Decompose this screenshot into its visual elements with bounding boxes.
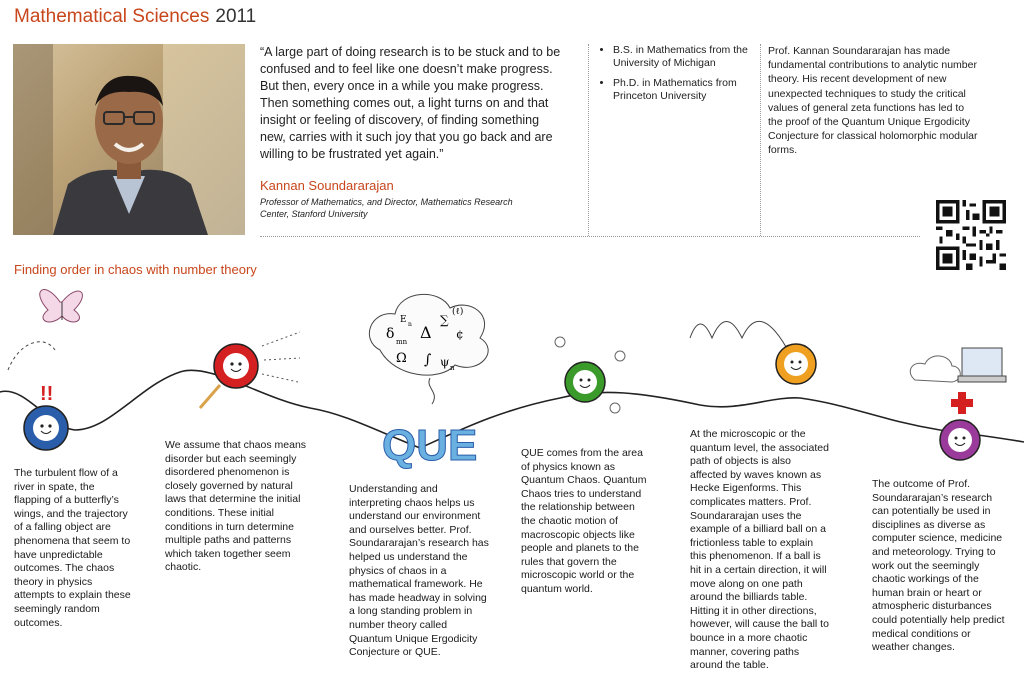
- person-name: Kannan Soundararajan: [260, 178, 394, 193]
- svg-text:Ω: Ω: [396, 351, 407, 366]
- bounce-arcs: [690, 321, 790, 354]
- person-role: Professor of Mathematics, and Director, Mathematics Research Center, Stanford University: [260, 197, 513, 219]
- degree-list: [598, 44, 773, 110]
- header-divider: [260, 236, 920, 237]
- svg-text:Δ: Δ: [420, 323, 432, 342]
- story-text-3: Understanding and interpreting chaos helps us understand our environment and ourselves better. Prof. Soundararajan’s research has helped us understand the physics of chaos in a mathematical framework. He has made headway in solving a long standing problem in number theory called Quantum Unique Ergodicity Conjecture or QUE.: [349, 483, 489, 659]
- cloud-computer-icon: [910, 348, 1006, 414]
- story-text-2: We assume that chaos means disorder but each seemingly disordered phenomenon is closely governed by natural laws that determine the initial conditions. These initial conditions in turn determine multiple paths and patterns which taken together seem chaotic.: [165, 439, 307, 574]
- page-title: [14, 6, 256, 28]
- butterfly-icon: [40, 290, 83, 322]
- svg-text:∫: ∫: [424, 352, 432, 368]
- story-text-1: The turbulent flow of a river in spate, the flapping of a butterfly’s wings, and the trajectory of a falling object are phenomena that seem to have unpredictable outcomes. The chaos theory in physics attempts to explain these seemingly random outcomes.: [14, 467, 131, 629]
- alert-glyph: !!: [40, 383, 54, 405]
- orange-ball-icon: [776, 344, 816, 384]
- title-text: Mathematical Sciences: [14, 6, 210, 27]
- portrait-photo: [13, 44, 245, 235]
- quote-text: “A large part of doing research is to be stuck and to be confused and to feel like one doesn’t make progress. But then, every once in a while you make progress. Then something comes out, a light turns on and that insight or feeling of discovery, of finding something new, carries with it such joy that you go back and are willing to be frustrated yet again.”: [260, 45, 561, 161]
- svg-text:ψ: ψ: [440, 355, 450, 369]
- blue-ball-icon: [24, 406, 68, 450]
- column-divider-1: [588, 44, 589, 236]
- title-year: 2011: [215, 6, 257, 27]
- green-ball-icon: [555, 337, 625, 413]
- story-text-6: The outcome of Prof. Soundararajan’s research can potentially be used in disciplines as diverse as computer science, medicine and meteorology. Trying to work out the seemingly chaotic workings of the human brain or heart or atmospheric disturbances could potentially help predict medical conditions or weather changes.: [872, 478, 1005, 654]
- svg-text:mn: mn: [396, 338, 408, 346]
- story-text-4: QUE comes from the area of physics known as Quantum Chaos. Quantum Chaos tries to understand the relationship between the chaotic motion of macroscopic objects like people and planets to the rules that govern the microscopic world or the quantum world.: [521, 447, 647, 595]
- research-summary: Prof. Kannan Soundararajan has made fundamental contributions to analytic number theory. His recent development of new unexpected techniques to study the critical values of general zeta functions has led to the proof of the Quantum Unique Ergodicity Conjecture for classical holomorphic modular forms.: [768, 45, 978, 157]
- svg-text:n: n: [450, 364, 455, 372]
- degree-item: • Ph.D. in Mathematics from Princeton University: [613, 77, 773, 103]
- degree-item: • B.S. in Mathematics from the University of Michigan: [613, 44, 773, 70]
- svg-text:∑: ∑: [440, 313, 449, 327]
- path-line: [0, 370, 1024, 448]
- svg-text:E: E: [400, 315, 407, 325]
- qr-code: [936, 200, 1006, 270]
- loop-curve: [8, 342, 55, 370]
- svg-text:¢: ¢: [456, 327, 464, 341]
- formula-cloud: [369, 294, 488, 404]
- chaos-illustration: [0, 280, 1024, 480]
- purple-ball-icon: [940, 420, 980, 460]
- story-text-5: At the microscopic or the quantum level, the associated path of objects is also affected by waves known as Hecke Eigenforms. This complicates matters. Prof. Soundararajan uses the example of a billiard ball on a frictionless table to explain this phenomenon. If a ball is hit in a certain direction, it will move along on one path around the billiards table. Hitting it in other directions, however, will cause the ball to bounce in a more chaotic manner, covering paths around the table.: [690, 428, 829, 672]
- section-title: Finding order in chaos with number theory: [14, 262, 257, 277]
- svg-text:(ℓ): (ℓ): [452, 307, 464, 317]
- svg-text:δ: δ: [386, 326, 395, 342]
- que-label: QUE: [382, 421, 478, 470]
- svg-text:n: n: [408, 321, 412, 328]
- red-ball-icon: [200, 332, 300, 408]
